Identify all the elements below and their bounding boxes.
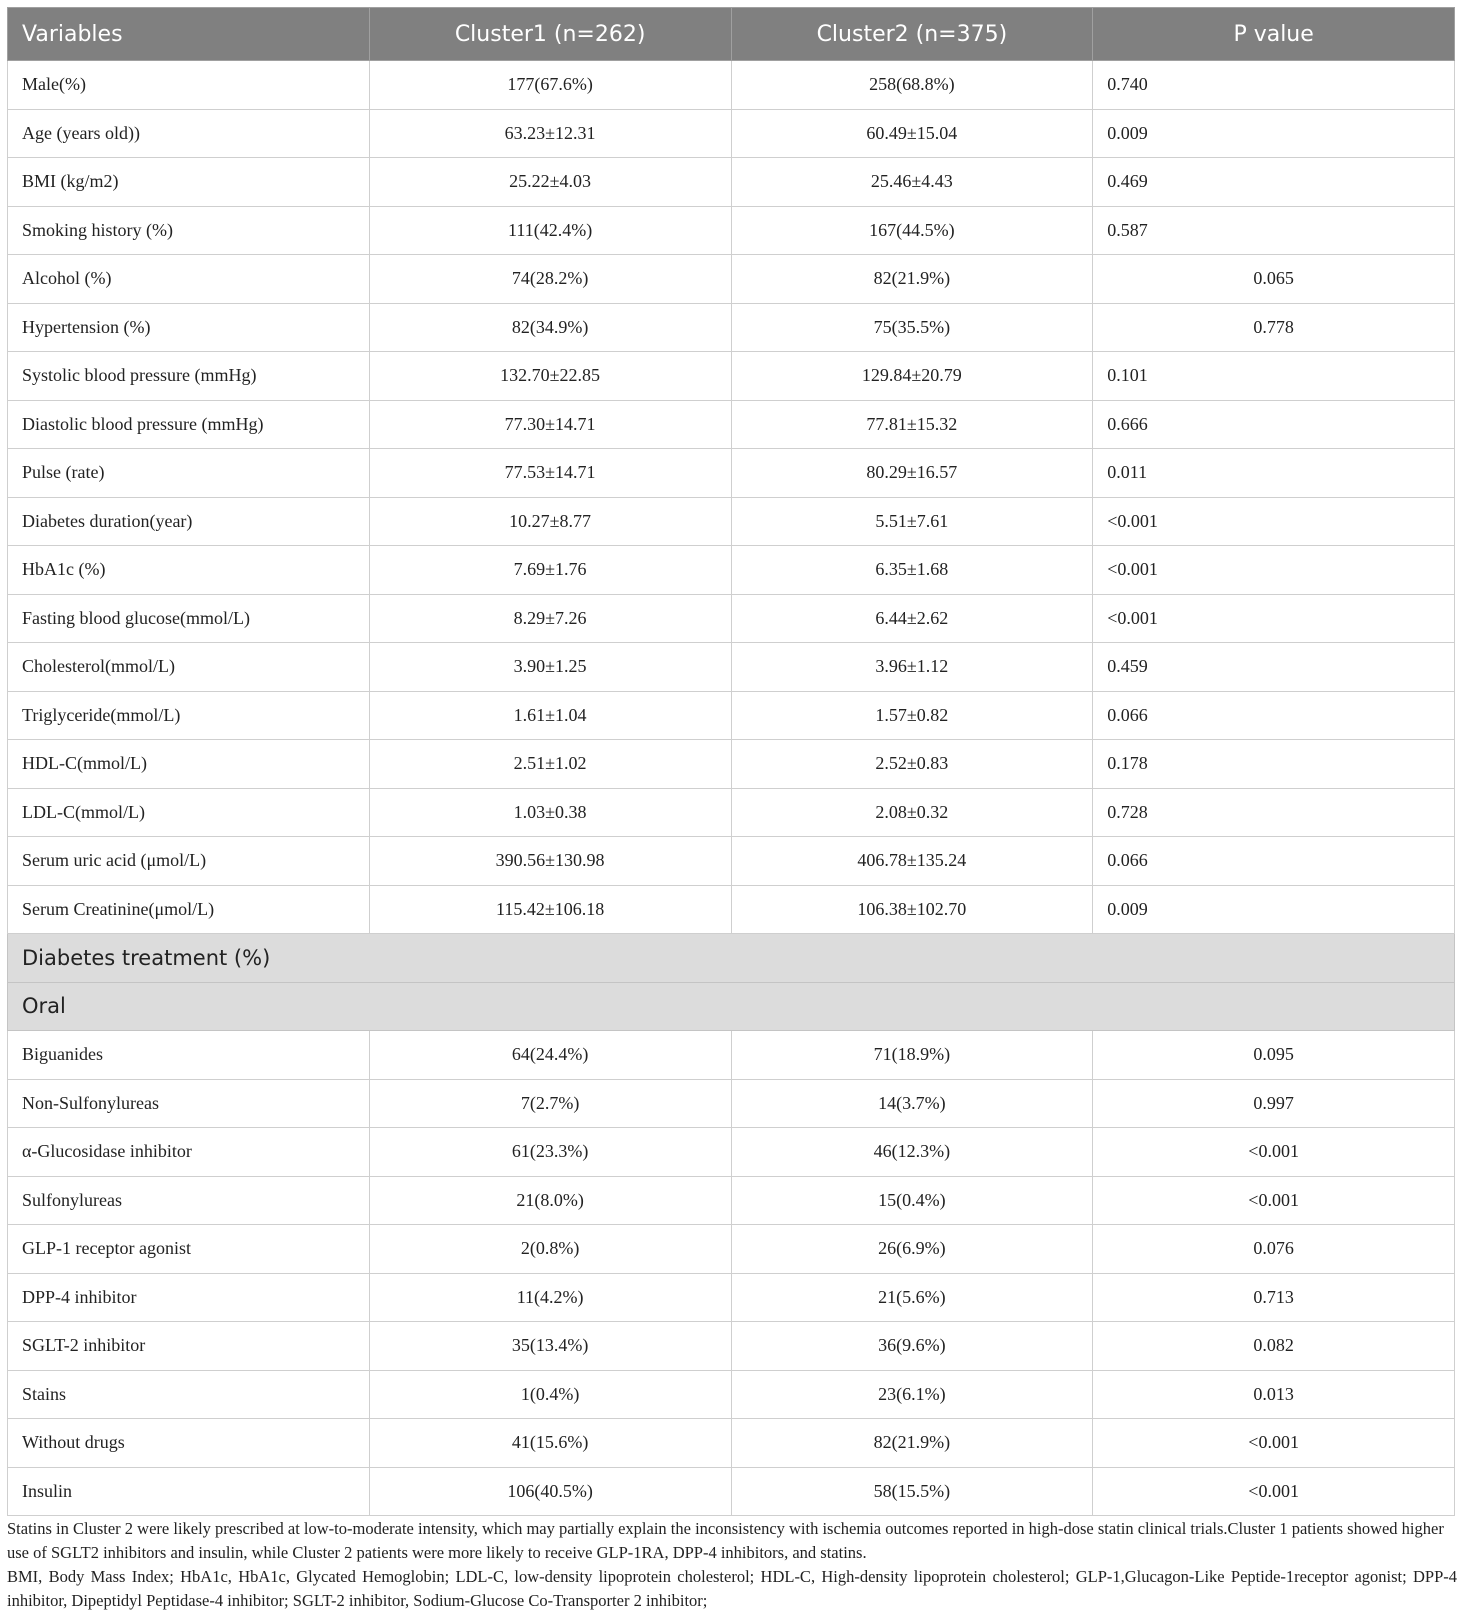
cluster2-cell: 106.38±102.70 — [731, 885, 1093, 934]
section-oral — [8, 982, 1455, 1031]
header-row — [8, 8, 1455, 61]
p-value-cell: 0.469 — [1093, 158, 1455, 207]
variable-cell: SGLT-2 inhibitor — [8, 1322, 370, 1371]
variable-cell: GLP-1 receptor agonist — [8, 1225, 370, 1274]
p-value-cell: <0.001 — [1093, 546, 1455, 595]
p-value-cell: 0.459 — [1093, 643, 1455, 692]
cluster2-cell: 71(18.9%) — [731, 1031, 1093, 1080]
cluster2-cell: 60.49±15.04 — [731, 109, 1093, 158]
p-value-cell: 0.666 — [1093, 400, 1455, 449]
cluster1-cell: 3.90±1.25 — [369, 643, 731, 692]
p-value-cell: <0.001 — [1093, 1419, 1455, 1468]
cluster2-cell: 46(12.3%) — [731, 1128, 1093, 1177]
table-row — [8, 740, 1455, 789]
variable-cell: Serum uric acid (μmol/L) — [8, 837, 370, 886]
cluster2-cell: 36(9.6%) — [731, 1322, 1093, 1371]
p-value-cell: 0.082 — [1093, 1322, 1455, 1371]
header-variables: Variables — [8, 8, 370, 61]
section-diabetes-treatment — [8, 934, 1455, 983]
table-row — [8, 1322, 1455, 1371]
cluster1-cell: 11(4.2%) — [369, 1273, 731, 1322]
cluster2-cell: 129.84±20.79 — [731, 352, 1093, 401]
cluster2-cell: 23(6.1%) — [731, 1370, 1093, 1419]
table-row — [8, 109, 1455, 158]
cluster1-cell: 74(28.2%) — [369, 255, 731, 304]
cluster1-cell: 77.53±14.71 — [369, 449, 731, 498]
table-row — [8, 1031, 1455, 1080]
p-value-cell: 0.740 — [1093, 61, 1455, 110]
cluster2-cell: 167(44.5%) — [731, 206, 1093, 255]
variable-cell: Serum Creatinine(μmol/L) — [8, 885, 370, 934]
cluster2-cell: 2.52±0.83 — [731, 740, 1093, 789]
cluster2-cell: 6.44±2.62 — [731, 594, 1093, 643]
footnote-statins: Statins in Cluster 2 were likely prescribed at low-to-moderate intensity, which may partially explain the inconsistency with ischemia outcomes reported in high-dose statin clinical trials.Cluster 1 patients showed higher use of SGLT2 inhibitors and insulin, while Cluster 2 patients were more likely to receive GLP-1RA, DPP-4 inhibitors, and statins. — [7, 1519, 1444, 1562]
table-row — [8, 1273, 1455, 1322]
table-row — [8, 400, 1455, 449]
table-row — [8, 1176, 1455, 1225]
cluster1-cell: 21(8.0%) — [369, 1176, 731, 1225]
cluster2-cell: 58(15.5%) — [731, 1467, 1093, 1516]
table-row — [8, 546, 1455, 595]
cluster1-cell: 132.70±22.85 — [369, 352, 731, 401]
variable-cell: HbA1c (%) — [8, 546, 370, 595]
table-row — [8, 497, 1455, 546]
cluster2-cell: 25.46±4.43 — [731, 158, 1093, 207]
cluster2-cell: 258(68.8%) — [731, 61, 1093, 110]
variable-cell: Alcohol (%) — [8, 255, 370, 304]
cluster1-cell: 8.29±7.26 — [369, 594, 731, 643]
cluster1-cell: 25.22±4.03 — [369, 158, 731, 207]
p-value-cell: 0.587 — [1093, 206, 1455, 255]
table-row — [8, 788, 1455, 837]
table-row — [8, 1419, 1455, 1468]
variable-cell: BMI (kg/m2) — [8, 158, 370, 207]
cluster2-cell: 5.51±7.61 — [731, 497, 1093, 546]
variable-cell: Fasting blood glucose(mmol/L) — [8, 594, 370, 643]
variable-cell: Cholesterol(mmol/L) — [8, 643, 370, 692]
cluster1-cell: 41(15.6%) — [369, 1419, 731, 1468]
table-row — [8, 691, 1455, 740]
table-row — [8, 1370, 1455, 1419]
table-row — [8, 1467, 1455, 1516]
cluster2-cell: 82(21.9%) — [731, 1419, 1093, 1468]
cluster2-cell: 80.29±16.57 — [731, 449, 1093, 498]
variable-cell: α-Glucosidase inhibitor — [8, 1128, 370, 1177]
cluster1-cell: 111(42.4%) — [369, 206, 731, 255]
variable-cell: LDL-C(mmol/L) — [8, 788, 370, 837]
header-cluster1: Cluster1 (n=262) — [369, 8, 731, 61]
cluster1-cell: 1.61±1.04 — [369, 691, 731, 740]
cluster1-cell: 2.51±1.02 — [369, 740, 731, 789]
variable-cell: Sulfonylureas — [8, 1176, 370, 1225]
cluster1-cell: 61(23.3%) — [369, 1128, 731, 1177]
p-value-cell: 0.713 — [1093, 1273, 1455, 1322]
table-row — [8, 1079, 1455, 1128]
p-value-cell: 0.076 — [1093, 1225, 1455, 1274]
table-row — [8, 255, 1455, 304]
cluster2-cell: 6.35±1.68 — [731, 546, 1093, 595]
cluster2-cell: 21(5.6%) — [731, 1273, 1093, 1322]
cluster2-cell: 75(35.5%) — [731, 303, 1093, 352]
p-value-cell: 0.101 — [1093, 352, 1455, 401]
variable-cell: Without drugs — [8, 1419, 370, 1468]
p-value-cell: <0.001 — [1093, 594, 1455, 643]
p-value-cell: 0.728 — [1093, 788, 1455, 837]
variable-cell: Non-Sulfonylureas — [8, 1079, 370, 1128]
footnote-abbreviations: BMI, Body Mass Index; HbA1c, HbA1c, Glycated Hemoglobin; LDL-C, low-density lipoprotein cholesterol; HDL-C, High-density lipoprotein cholesterol; GLP-1,Glucagon-Like Peptide-1receptor agonist; DPP-4 inhibitor, Dipeptidyl Peptidase-4 inhibitor; SGLT-2 inhibitor, Sodium-Glucose Co-Transporter 2 inhibitor; — [7, 1567, 1457, 1610]
p-value-cell: 0.009 — [1093, 109, 1455, 158]
cluster1-cell: 7(2.7%) — [369, 1079, 731, 1128]
cluster2-cell: 1.57±0.82 — [731, 691, 1093, 740]
cluster2-cell: 14(3.7%) — [731, 1079, 1093, 1128]
cluster2-cell: 77.81±15.32 — [731, 400, 1093, 449]
cluster1-cell: 390.56±130.98 — [369, 837, 731, 886]
table-row — [8, 643, 1455, 692]
p-value-cell: 0.095 — [1093, 1031, 1455, 1080]
table-row — [8, 449, 1455, 498]
p-value-cell: 0.011 — [1093, 449, 1455, 498]
variable-cell: DPP-4 inhibitor — [8, 1273, 370, 1322]
cluster1-cell: 63.23±12.31 — [369, 109, 731, 158]
variable-cell: Smoking history (%) — [8, 206, 370, 255]
table-row — [8, 61, 1455, 110]
variable-cell: Insulin — [8, 1467, 370, 1516]
p-value-cell: <0.001 — [1093, 1467, 1455, 1516]
table-row — [8, 352, 1455, 401]
cluster1-cell: 10.27±8.77 — [369, 497, 731, 546]
table-row — [8, 206, 1455, 255]
variable-cell: Hypertension (%) — [8, 303, 370, 352]
header-cluster2: Cluster2 (n=375) — [731, 8, 1093, 61]
cluster1-cell: 64(24.4%) — [369, 1031, 731, 1080]
p-value-cell: 0.778 — [1093, 303, 1455, 352]
cluster2-cell: 2.08±0.32 — [731, 788, 1093, 837]
table-row — [8, 1128, 1455, 1177]
table-row — [8, 594, 1455, 643]
p-value-cell: 0.013 — [1093, 1370, 1455, 1419]
variable-cell: Stains — [8, 1370, 370, 1419]
variable-cell: Triglyceride(mmol/L) — [8, 691, 370, 740]
p-value-cell: 0.178 — [1093, 740, 1455, 789]
variable-cell: Systolic blood pressure (mmHg) — [8, 352, 370, 401]
p-value-cell: 0.066 — [1093, 837, 1455, 886]
table-row — [8, 885, 1455, 934]
cluster1-cell: 2(0.8%) — [369, 1225, 731, 1274]
variable-cell: Diabetes duration(year) — [8, 497, 370, 546]
section-oral-label: Oral — [8, 982, 1455, 1031]
variable-cell: Diastolic blood pressure (mmHg) — [8, 400, 370, 449]
baseline-characteristics-table — [7, 7, 1455, 1516]
p-value-cell: <0.001 — [1093, 1176, 1455, 1225]
table-row — [8, 1225, 1455, 1274]
table-row — [8, 837, 1455, 886]
section-diabetes-treatment-label: Diabetes treatment (%) — [8, 934, 1455, 983]
variable-cell: Pulse (rate) — [8, 449, 370, 498]
p-value-cell: 0.066 — [1093, 691, 1455, 740]
p-value-cell: 0.009 — [1093, 885, 1455, 934]
cluster1-cell: 177(67.6%) — [369, 61, 731, 110]
cluster1-cell: 106(40.5%) — [369, 1467, 731, 1516]
cluster2-cell: 26(6.9%) — [731, 1225, 1093, 1274]
header-p-value: P value — [1093, 8, 1455, 61]
variable-cell: HDL-C(mmol/L) — [8, 740, 370, 789]
variable-cell: Biguanides — [8, 1031, 370, 1080]
cluster1-cell: 82(34.9%) — [369, 303, 731, 352]
variable-cell: Age (years old)) — [8, 109, 370, 158]
cluster2-cell: 15(0.4%) — [731, 1176, 1093, 1225]
cluster2-cell: 3.96±1.12 — [731, 643, 1093, 692]
p-value-cell: 0.065 — [1093, 255, 1455, 304]
p-value-cell: 0.997 — [1093, 1079, 1455, 1128]
variable-cell: Male(%) — [8, 61, 370, 110]
p-value-cell: <0.001 — [1093, 497, 1455, 546]
cluster1-cell: 35(13.4%) — [369, 1322, 731, 1371]
table-footnote — [7, 1517, 1457, 1613]
table-row — [8, 158, 1455, 207]
cluster1-cell: 115.42±106.18 — [369, 885, 731, 934]
cluster2-cell: 82(21.9%) — [731, 255, 1093, 304]
cluster1-cell: 77.30±14.71 — [369, 400, 731, 449]
cluster1-cell: 1.03±0.38 — [369, 788, 731, 837]
p-value-cell: <0.001 — [1093, 1128, 1455, 1177]
table-row — [8, 303, 1455, 352]
cluster1-cell: 7.69±1.76 — [369, 546, 731, 595]
cluster2-cell: 406.78±135.24 — [731, 837, 1093, 886]
cluster1-cell: 1(0.4%) — [369, 1370, 731, 1419]
